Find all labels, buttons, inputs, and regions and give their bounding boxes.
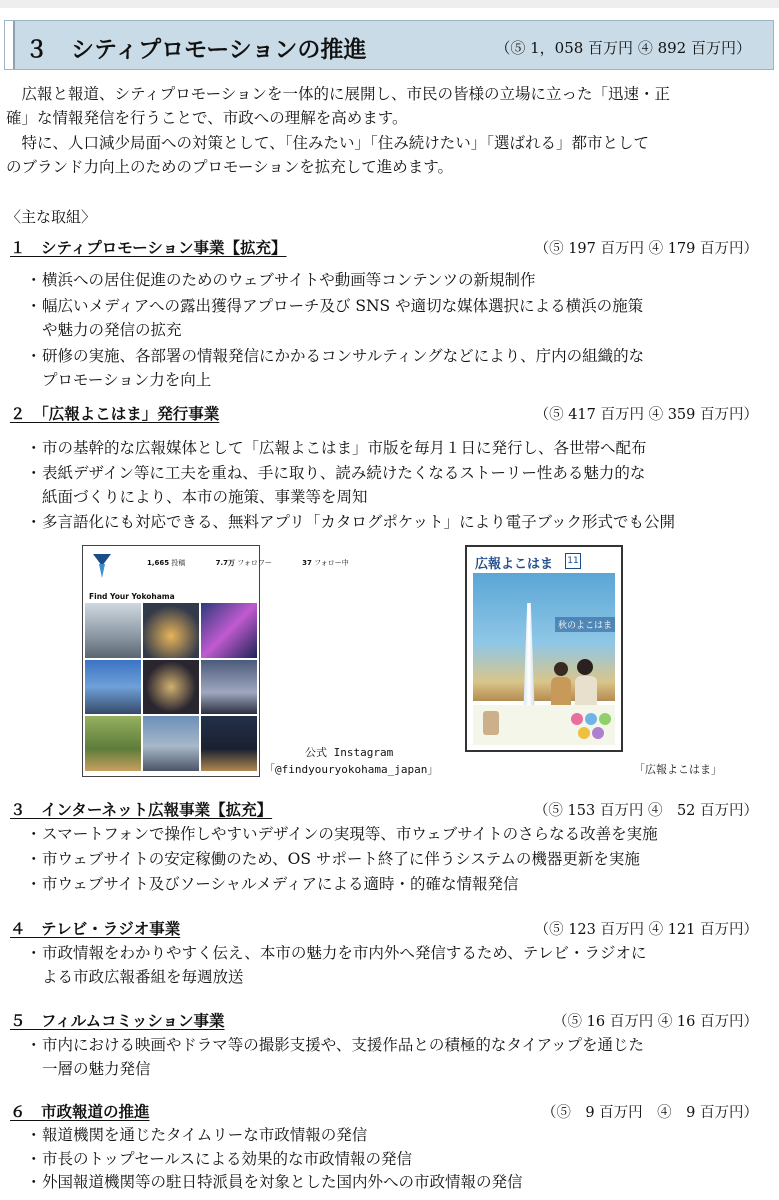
section-title: ２ 「広報よこはま」発行事業 bbox=[10, 405, 220, 423]
yokohama-logo-icon bbox=[93, 554, 111, 578]
list-item-continuation: プロモーション力を向上 bbox=[42, 371, 212, 389]
section-title: １ シティプロモーション事業【拡充】 bbox=[10, 239, 287, 257]
list-item: ・表紙デザイン等に工夫を重ね、手に取り、読み続けたくなるストーリー性ある魅力的な bbox=[26, 464, 646, 482]
cover-text: 秋のよこはま bbox=[555, 617, 615, 632]
list-item: ・スマートフォンで操作しやすいデザインの実現等、市ウェブサイトのさらなる改善を実施 bbox=[26, 825, 658, 843]
intro-line-2: 確」な情報発信を行うことで、市政への理解を高めます。 bbox=[6, 109, 408, 127]
photo-tile bbox=[85, 603, 141, 658]
list-item: ・多言語化にも対応できる、無料アプリ「カタログポケット」により電子ブック形式でも公開 bbox=[26, 513, 676, 531]
list-item: ・市内における映画やドラマ等の撮影支援や、支援作品との積極的なタイアップを通じた bbox=[26, 1036, 645, 1054]
instagram-handle: 「@findyouryokohama_japan」 bbox=[264, 763, 439, 776]
photo-grid bbox=[85, 603, 257, 773]
header-budget: （⑤ 1，058 百万円 ④ 892 百万円） bbox=[495, 39, 751, 57]
photo-tile bbox=[143, 660, 199, 715]
instagram-screenshot bbox=[82, 545, 349, 777]
page-title: ３ シティプロモーションの推進 bbox=[25, 37, 367, 63]
section-1-heading bbox=[6, 236, 766, 260]
section-budget: （⑤ 16 百万円 ④ 16 百万円） bbox=[553, 1014, 758, 1030]
list-item-continuation: 一層の魅力発信 bbox=[42, 1060, 151, 1078]
list-item: ・市政情報をわかりやすく伝え、本市の魅力を市内外へ発信するため、テレビ・ラジオに bbox=[26, 944, 647, 962]
top-strip bbox=[0, 0, 779, 8]
list-item: ・外国報道機関等の駐日特派員を対象とした国内外への市政情報の発信 bbox=[26, 1173, 523, 1191]
list-item: ・報道機関を通じたタイムリーな市政情報の発信 bbox=[26, 1126, 368, 1144]
list-item: ・市ウェブサイト及びソーシャルメディアによる適時・的確な情報発信 bbox=[26, 875, 519, 893]
list-item: ・市の基幹的な広報媒体として「広報よこはま」市版を毎月１日に発行し、各世帯へ配布 bbox=[26, 439, 647, 457]
posts-stat: 1,665 投稿 bbox=[147, 559, 186, 567]
intro-line-1: 広報と報道、シティプロモーションを一体的に展開し、市民の皆様の立場に立った「迅速・正 bbox=[6, 85, 671, 103]
list-item: ・市長のトップセールスによる効果的な市政情報の発信 bbox=[26, 1150, 412, 1168]
section-5-heading bbox=[6, 1009, 766, 1033]
photo-tile bbox=[201, 716, 257, 771]
section-budget: （⑤ 9 百万円 ④ 9 百万円） bbox=[541, 1105, 758, 1121]
followers-stat: 7.7万 フォロワー bbox=[215, 559, 272, 567]
instagram-caption: 公式 Instagram bbox=[305, 746, 394, 759]
list-item: ・横浜への居住促進のためのウェブサイトや動画等コンテンツの新規制作 bbox=[26, 271, 536, 289]
cover-photo bbox=[473, 573, 615, 701]
section-budget: （⑤ 123 百万円 ④ 121 百万円） bbox=[534, 922, 758, 938]
list-item: ・研修の実施、各部署の情報発信にかかるコンサルティングなどにより、庁内の組織的な bbox=[26, 347, 645, 365]
photo-tile bbox=[143, 716, 199, 771]
cover-info-panel bbox=[473, 705, 615, 745]
photo-tile bbox=[143, 603, 199, 658]
section-4-heading bbox=[6, 917, 766, 941]
magazine-masthead: 広報よこはま bbox=[475, 557, 554, 572]
header-accent-bar bbox=[5, 21, 15, 69]
list-item: ・幅広いメディアへの露出獲得アプローチ及び SNS や適切な媒体選択による横浜の施策 bbox=[26, 297, 644, 315]
list-item-continuation: よる市政広報番組を毎週放送 bbox=[42, 968, 244, 986]
mayor-photo bbox=[483, 711, 499, 735]
intro-line-3: 特に、人口減少局面への対策として、「住みたい」「住み続けたい」「選ばれる」都市として bbox=[6, 134, 649, 152]
instagram-stats bbox=[147, 558, 377, 568]
photo-tile bbox=[201, 603, 257, 658]
instagram-heading: Find Your Yokohama bbox=[89, 592, 175, 601]
list-item-continuation: や魅力の発信の拡充 bbox=[42, 321, 182, 339]
info-circles bbox=[569, 711, 611, 741]
photo-tile bbox=[201, 660, 257, 715]
list-item-continuation: 紙面づくりにより、本市の施策、事業等を周知 bbox=[42, 488, 368, 506]
koho-yokohama-cover bbox=[465, 545, 623, 752]
main-initiatives-label: 〈主な取組〉 bbox=[6, 208, 97, 226]
photo-tile bbox=[85, 660, 141, 715]
list-item: ・市ウェブサイトの安定稼働のため、OS サポート終了に伴うシステムの機器更新を実施 bbox=[26, 850, 640, 868]
intro-line-4: のブランド力向上のためのプロモーションを拡充して進めます。 bbox=[6, 158, 454, 176]
section-title: ４ テレビ・ラジオ事業 bbox=[10, 920, 181, 938]
section-2-heading bbox=[6, 402, 766, 426]
section-budget: （⑤ 153 百万円 ④ 52 百万円） bbox=[533, 803, 758, 819]
section-budget: （⑤ 197 百万円 ④ 179 百万円） bbox=[534, 241, 758, 257]
section-title: ３ インターネット広報事業【拡充】 bbox=[10, 801, 273, 819]
following-stat: 37 フォロー中 bbox=[302, 559, 349, 567]
magazine-caption: 「広報よこはま」 bbox=[634, 763, 722, 776]
section-3-heading bbox=[6, 798, 766, 822]
section-header bbox=[4, 20, 774, 70]
section-6-heading bbox=[6, 1100, 766, 1124]
section-title: ６ 市政報道の推進 bbox=[10, 1103, 150, 1121]
photo-tile bbox=[85, 716, 141, 771]
section-title: ５ フィルムコミッション事業 bbox=[10, 1012, 225, 1030]
section-budget: （⑤ 417 百万円 ④ 359 百万円） bbox=[534, 407, 758, 423]
marine-tower-shape bbox=[523, 603, 535, 721]
issue-number: 11 bbox=[565, 553, 581, 569]
